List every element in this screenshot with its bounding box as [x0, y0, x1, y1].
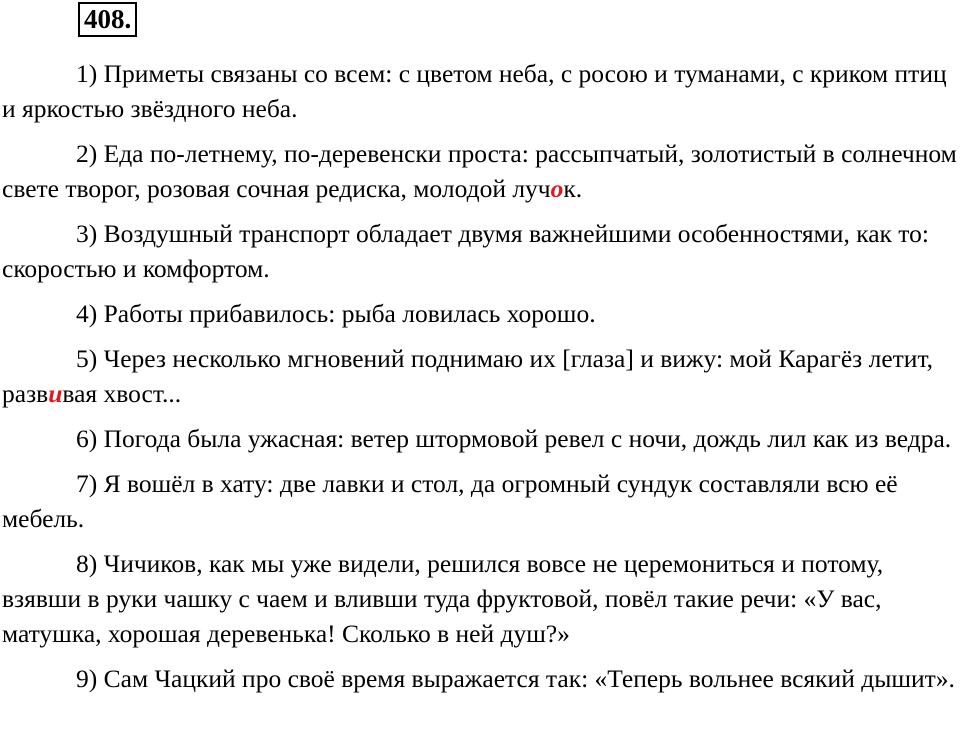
exercise-text — [2, 56, 958, 706]
highlighted-letter: и — [48, 379, 63, 408]
sentence-8: 8) Чичиков, как мы уже видели, решился вовсе не церемониться и потому, взявши в руки чашку с чаем и вливши туда фруктовой, повёл такие речи: «У вас, матушка, хорошая деревенька! Сколько в ней душ?» — [2, 549, 884, 648]
sentence-5-after: вая хвост... — [62, 379, 182, 408]
sentence-5-before: 5) Через несколько мгновений поднимаю их [глаза] и вижу: мой Карагёз летит, разв — [2, 344, 934, 408]
sentence-4: 4) Работы прибавилось: рыба ловилась хорошо. — [76, 299, 596, 328]
sentence-9: 9) Сам Чацкий про своё время выражается так: «Теперь вольнее всякий дышит». — [76, 664, 955, 693]
highlighted-letter: о — [550, 174, 564, 203]
sentence-2 — [2, 136, 958, 206]
sentence-2-after: к. — [563, 174, 583, 203]
exercise-number: 408. — [78, 2, 137, 37]
sentence-7: 7) Я вошёл в хату: две лавки и стол, да огромный сундук составляли всю её мебель. — [2, 469, 898, 533]
sentence-3: 3) Воздушный транспорт обладает двумя важнейшими особенностями, как то: скоростью и комфортом. — [2, 219, 929, 283]
sentence-2-before: 2) Еда по-летнему, по-деревенски проста: рассыпчатый, золотистый в солнечном свете творог, розовая сочная редиска, молодой луч — [2, 139, 957, 203]
sentence-5 — [2, 341, 958, 411]
sentence-6: 6) Погода была ужасная: ветер штормовой ревел с ночи, дождь лил как из ведра. — [76, 424, 952, 453]
sentence-1: 1) Приметы связаны со всем: с цветом неба, с росою и туманами, с криком птиц и яркостью звёздного неба. — [2, 59, 947, 123]
